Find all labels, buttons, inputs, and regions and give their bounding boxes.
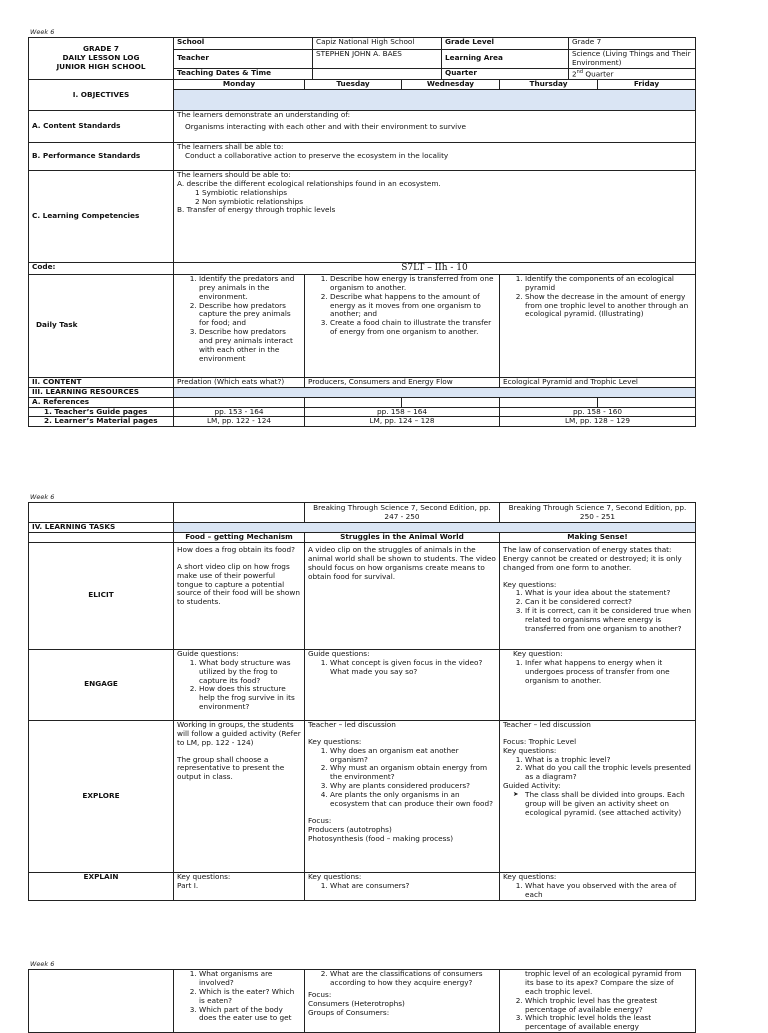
week-label-2: Week 6: [30, 493, 55, 501]
day-friday: Friday: [598, 80, 696, 90]
tg-pages-thursday: pp. 158 - 160: [500, 407, 696, 417]
resources-label: III. LEARNING RESOURCES: [29, 387, 174, 397]
daily-task-thursday: 1. Identify the components of an ecological pyramid 2. Show the decrease in the amount of energy from one trophic level to another through an ecological pyramid. (Illustrating): [500, 274, 696, 377]
day-monday: Monday: [174, 80, 305, 90]
week-label: Week 6: [30, 28, 55, 36]
learning-tasks-label: IV. LEARNING TASKS: [29, 523, 174, 533]
grade-line-1: GRADE 7: [83, 44, 119, 54]
objectives-title: I. OBJECTIVES: [29, 80, 174, 111]
competencies-cell: The learners should be able to: A. describe the different ecological relationships found in an ecosystem. 1 Symbiotic relationships 2 Non symbiotic relationships B. Transfer of energy through trophic levels: [174, 170, 696, 262]
elicit-tuesday: A video clip on the struggles of animals in the animal world shall be shown to students. The video should focus on how organisms create means to obtain food for survival.: [305, 542, 500, 649]
competencies-label: C. Learning Competencies: [29, 170, 174, 262]
grade-block: [29, 38, 174, 80]
tg-pages-tuesday: pp. 158 – 164: [305, 407, 500, 417]
dates-label: Teaching Dates & Time: [174, 68, 313, 79]
continuation-table: [28, 969, 696, 1033]
quarter-label: Quarter: [442, 68, 569, 79]
content-standards-cell: The learners demonstrate an understanding of: Organisms interacting with each other and with their environment to survive: [174, 110, 696, 142]
explore-thursday: Teacher – led discussion Focus: Trophic Level Key questions: 1. What is a trophic level? 2. What do you call the trophic levels presented as a diagram? Guided Activity: ➤ The class shall be divided into groups. Each group will be given an activity sheet on ecological pyramid. (see attached activity): [500, 720, 696, 872]
explore-tuesday: Teacher – led discussion Key questions: 1. Why does an organism eat another organism? 2. Why must an organism obtain energy from the environment? 3. Why are plants considered producers? 4. Are plants the only organisms in an ecosystem that can produce their own food? Focus: Producers (autotrophs) Photosynthesis (food – making process): [305, 720, 500, 872]
explain-tuesday: Key questions: 1. What are consumers?: [305, 872, 500, 900]
ref-thursday: Breaking Through Science 7, Second Edition, pp. 250 - 251: [500, 503, 696, 523]
learning-tasks-table: [28, 502, 696, 901]
quarter-value: 2nd Quarter: [569, 68, 696, 79]
school-value: Capiz National High School: [313, 38, 442, 50]
engage-monday: Guide questions: 1. What body structure was utilized by the frog to capture its food? 2. How does this structure help the frog survive in its environment?: [174, 649, 305, 720]
elicit-label: ELICIT: [29, 542, 174, 649]
explore-monday: Working in groups, the students will follow a guided activity (Refer to LM, pp. 122 - 124) The group shall choose a representative to present the output in class.: [174, 720, 305, 872]
grade-level-label: Grade Level: [442, 38, 569, 50]
engage-thursday: Key question: 1. Infer what happens to energy when it undergoes process of transfer from one organism to another.: [500, 649, 696, 720]
elicit-thursday: The law of conservation of energy states that: Energy cannot be created or destroyed; it is only changed from one form to another. Key questions: 1. What is your idea about the statement? 2. Can it be considered correct? 3. If it is correct, can it be considered true when related to organisms where energy is transferred from one organism to another?: [500, 542, 696, 649]
daily-task-label: Daily Task: [29, 274, 174, 377]
lm-pages-monday: LM, pp. 122 - 124: [174, 417, 305, 427]
teacher-value: STEPHEN JOHN A. BAES: [313, 50, 442, 69]
daily-task-tuesday: 1. Describe how energy is transferred from one organism to another. 2. Describe what happens to the amount of energy as it moves from one organism to another; and 3. Create a food chain to illustrate the transfer of energy from one organism to another.: [305, 274, 500, 377]
learning-tasks-blue-band: [174, 523, 696, 533]
explain-thursday: Key questions: 1. What have you observed with the area of each: [500, 872, 696, 900]
teacher-label: Teacher: [174, 50, 313, 69]
daily-task-monday: 1. Identify the predators and prey animals in the environment. 2. Describe how predators capture the prey animals for food; and 3. Describe how predators and prey animals interact with each other in the environment: [174, 274, 305, 377]
performance-standards-label: B. Performance Standards: [29, 142, 174, 170]
tg-pages-monday: pp. 153 - 164: [174, 407, 305, 417]
explain-label: EXPLAIN: [29, 872, 174, 900]
explore-label: EXPLORE: [29, 720, 174, 872]
explain-monday: Key questions: Part I.: [174, 872, 305, 900]
week-label-3: Week 6: [30, 960, 55, 968]
content-thursday: Ecological Pyramid and Trophic Level: [500, 377, 696, 387]
grade-line-2: DAILY LESSON LOG: [62, 53, 140, 63]
references-label: A. References: [29, 397, 174, 407]
dates-value: [313, 68, 442, 79]
grade-line-3: JUNIOR HIGH SCHOOL: [56, 61, 146, 71]
col-title-thursday: Making Sense!: [500, 532, 696, 542]
continuation-tuesday: 2. What are the classifications of consumers according to how they acquire energy? Focus: Consumers (Heterotrophs) Groups of Consumers:: [305, 970, 500, 1033]
day-tuesday: Tuesday: [305, 80, 402, 90]
content-tuesday: Producers, Consumers and Energy Flow: [305, 377, 500, 387]
learning-area-value: Science (Living Things and Their Environment): [569, 50, 696, 69]
objectives-blue-band: [174, 89, 696, 110]
lm-pages-tuesday: LM, pp. 124 – 128: [305, 417, 500, 427]
code-label: Code:: [29, 262, 174, 274]
learning-area-label: Learning Area: [442, 50, 569, 69]
content-monday: Predation (Which eats what?): [174, 377, 305, 387]
lm-pages-label: 2. Learner’s Material pages: [29, 417, 174, 427]
performance-standards-cell: The learners shall be able to: Conduct a collaborative action to preserve the ecosystem in the locality: [174, 142, 696, 170]
col-title-monday: Food – getting Mechanism: [174, 532, 305, 542]
grade-level-value: Grade 7: [569, 38, 696, 50]
school-label: School: [174, 38, 313, 50]
objectives-table: [28, 79, 696, 427]
continuation-monday: 1. What organisms are involved? 2. Which is the eater? Which is eaten? 3. Which part of the body does the eater use to get: [174, 970, 305, 1033]
day-thursday: Thursday: [500, 80, 598, 90]
arrow-bullet-item: ➤ The class shall be divided into groups. Each group will be given an activity sheet on ecological pyramid. (see attached activity): [525, 791, 692, 818]
ref-tuesday: Breaking Through Science 7, Second Edition, pp. 247 - 250: [305, 503, 500, 523]
continuation-thursday: trophic level of an ecological pyramid from its base to its apex? Compare the size of each trophic level. 2. Which trophic level has the greatest percentage of available energy? 3. Which trophic level holds the least percentage of available energy: [500, 970, 696, 1033]
content-label: II. CONTENT: [29, 377, 174, 387]
code-value: S7LT – IIh - 10: [174, 262, 696, 274]
resources-blue-band: [174, 387, 696, 397]
content-standards-label: A. Content Standards: [29, 110, 174, 142]
elicit-monday: How does a frog obtain its food? A short video clip on how frogs make use of their powerful tongue to capture a potential source of their food will be shown to students.: [174, 542, 305, 649]
col-title-tuesday: Struggles in the Animal World: [305, 532, 500, 542]
engage-label: ENGAGE: [29, 649, 174, 720]
lm-pages-thursday: LM, pp. 128 – 129: [500, 417, 696, 427]
header-table: [28, 37, 696, 80]
day-wednesday: Wednesday: [402, 80, 500, 90]
tg-pages-label: 1. Teacher’s Guide pages: [29, 407, 174, 417]
engage-tuesday: Guide questions: 1. What concept is given focus in the video? What made you say so?: [305, 649, 500, 720]
